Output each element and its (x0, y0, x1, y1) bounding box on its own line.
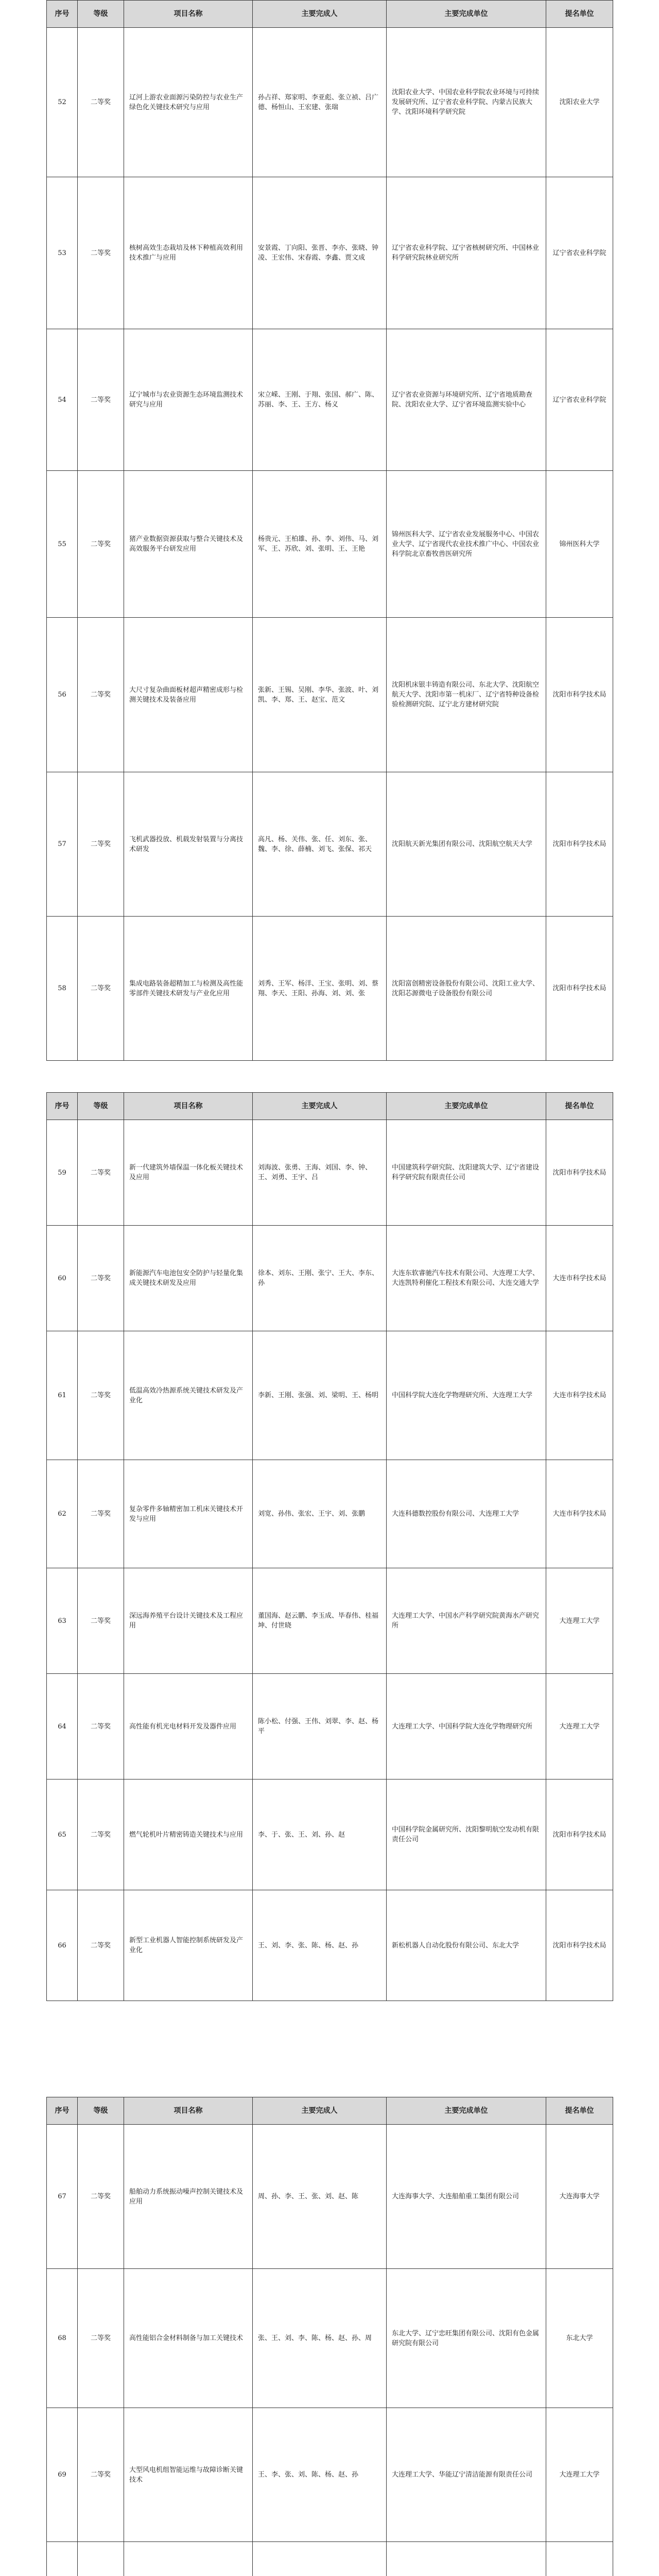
cell-project: 大尺寸复杂曲面板材超声精密成形与检测关键技术及装备应用 (124, 618, 253, 772)
cell-people: 王、李、张、刘、陈、杨、赵、孙 (253, 2408, 387, 2542)
table-row (47, 618, 613, 772)
column-header-project: 项目名称 (124, 1093, 253, 1120)
cell-project: 集成电路装备超精加工与检测及高性能零部件关键技术研发与产业化应用 (124, 917, 253, 1061)
cell-units: 东北大学、辽宁忠旺集团有限公司、沈阳有色金属研究院有限公司 (387, 2269, 546, 2408)
cell-no: 60 (47, 1226, 78, 1331)
table-row (47, 1331, 613, 1460)
table-row (47, 177, 613, 329)
column-header-grade: 等级 (78, 1093, 124, 1120)
cell-project: 辽河上游农业面源污染防控与农业生产绿色化关键技术研究与应用 (124, 28, 253, 177)
cell-people: 周、孙、李、王、张、刘、赵、陈 (253, 2125, 387, 2269)
table-row (47, 329, 613, 471)
column-header-no: 序号 (47, 1093, 78, 1120)
cell-nominator: 沈阳农业大学 (546, 28, 613, 177)
cell-no: 53 (47, 177, 78, 329)
cell-project: 辽宁城市与农业资源生态环境监测技术研究与应用 (124, 329, 253, 471)
cell-project: 燃气轮机叶片精密铸造关键技术与应用 (124, 1780, 253, 1890)
table-row (47, 1568, 613, 1674)
table-row (47, 1674, 613, 1780)
table-row (47, 2269, 613, 2408)
cell-people: 刘宽、孙伟、张宏、王宇、刘、张鹏 (253, 1460, 387, 1568)
cell-no: 64 (47, 1674, 78, 1780)
cell-no: 54 (47, 329, 78, 471)
cell-nominator: 辽宁省农业科学院 (546, 329, 613, 471)
cell-nominator: 沈阳市科学技术局 (546, 618, 613, 772)
award-table-page-1 (46, 0, 613, 1061)
cell-grade: 二等奖 (78, 772, 124, 917)
cell-units: 沈阳机床银丰铸造有限公司、东北大学、沈阳航空航天大学、沈阳市第一机床厂、辽宁省特种设备检验检测研究院、辽宁北方建材研究院 (387, 618, 546, 772)
cell-grade: 二等奖 (78, 471, 124, 618)
cell-units (387, 2542, 546, 2576)
cell-nominator: 锦州医科大学 (546, 471, 613, 618)
award-table (46, 2097, 613, 2576)
table-row (47, 1120, 613, 1226)
cell-project: 船舶动力系统振动噪声控制关键技术及应用 (124, 2125, 253, 2269)
cell-units: 中国科学院金属研究所、沈阳黎明航空发动机有限责任公司 (387, 1780, 546, 1890)
cell-units: 沈阳富创精密设备股份有限公司、沈阳工业大学、沈阳芯源微电子设备股份有限公司 (387, 917, 546, 1061)
cell-units: 新松机器人自动化股份有限公司、东北大学 (387, 1890, 546, 2001)
cell-nominator: 大连市科学技术局 (546, 1226, 613, 1331)
cell-project: 新型工业机器人智能控制系统研发及产业化 (124, 1890, 253, 2001)
cell-units: 大连理工大学、华能辽宁清洁能源有限责任公司 (387, 2408, 546, 2542)
cell-people: 王、刘、李、张、陈、杨、赵、孙 (253, 1890, 387, 2001)
cell-units: 锦州医科大学、辽宁省农业发展服务中心、中国农业大学、辽宁省现代农业技术推广中心、中国农业科学院北京畜牧兽医研究所 (387, 471, 546, 618)
cell-grade: 二等奖 (78, 2125, 124, 2269)
cell-units: 沈阳农业大学、中国农业科学院农业环境与可持续发展研究所、辽宁省农业科学院、内蒙古民族大学、沈阳环境科学研究院 (387, 28, 546, 177)
cell-no: 65 (47, 1780, 78, 1890)
cell-people: 高凡、杨、关伟、张、任、刘东、张、魏、李、徐、薛楠、刘飞、张保、祁天 (253, 772, 387, 917)
cell-no: 63 (47, 1568, 78, 1674)
cell-grade: 二等奖 (78, 1674, 124, 1780)
cell-nominator: 大连市科学技术局 (546, 1460, 613, 1568)
cell-no: 52 (47, 28, 78, 177)
cell-people: 张新、王锡、吴刚、李华、张波、叶、刘凯、李、郑、王、赵宝、范文 (253, 618, 387, 772)
cell-project: 复杂零件多轴精密加工机床关键技术开发与应用 (124, 1460, 253, 1568)
column-header-nominator: 提名单位 (546, 1093, 613, 1120)
cell-project: 深远海养殖平台设计关键技术及工程应用 (124, 1568, 253, 1674)
cell-grade: 二等奖 (78, 1331, 124, 1460)
column-header-units: 主要完成单位 (387, 1093, 546, 1120)
cell-people: 宋立嵘、王刚、于翔、张国、郝广、陈、苏丽、李、王、王方、杨义 (253, 329, 387, 471)
table-row (47, 471, 613, 618)
cell-project: 大型风电机组智能运维与故障诊断关键技术 (124, 2408, 253, 2542)
cell-project: 高性能有机光电材料开发及器件应用 (124, 1674, 253, 1780)
column-header-grade: 等级 (78, 1, 124, 28)
cell-no: 67 (47, 2125, 78, 2269)
cell-project: 猪产业数据资源获取与整合关键技术及高效服务平台研发应用 (124, 471, 253, 618)
table-row (47, 1226, 613, 1331)
cell-no: 61 (47, 1331, 78, 1460)
cell-units: 大连理工大学、中国科学院大连化学物理研究所 (387, 1674, 546, 1780)
header-row (47, 2097, 613, 2125)
cell-people: 刘海波、张勇、王海、刘国、李、钟、王、刘勇、王宇、吕 (253, 1120, 387, 1226)
cell-people: 李新、王刚、张强、刘、梁明、王、杨明 (253, 1331, 387, 1460)
table-row (47, 2408, 613, 2542)
award-table (46, 1092, 613, 2001)
cell-nominator: 沈阳市科学技术局 (546, 1780, 613, 1890)
cell-no (47, 2542, 78, 2576)
cell-units: 辽宁省农业科学院、辽宁省核树研究所、中国林业科学研究院林业研究所 (387, 177, 546, 329)
cell-people: 李、于、张、王、刘、孙、赵 (253, 1780, 387, 1890)
cell-people: 刘秀、王军、杨洋、王宝、张明、刘、蔡翔、李天、王阳、孙海、刘、刘、张 (253, 917, 387, 1061)
award-table-page-3 (46, 2097, 613, 2576)
cell-grade (78, 2542, 124, 2576)
cell-grade: 二等奖 (78, 1120, 124, 1226)
cell-grade: 二等奖 (78, 1890, 124, 2001)
cell-units: 中国科学院大连化学物理研究所、大连理工大学 (387, 1331, 546, 1460)
table-row (47, 1890, 613, 2001)
cell-units: 大连东软睿驰汽车技术有限公司、大连理工大学、大连凯特利催化工程技术有限公司、大连交通大学 (387, 1226, 546, 1331)
header-row (47, 1, 613, 28)
cell-grade: 二等奖 (78, 1226, 124, 1331)
column-header-nominator: 提名单位 (546, 2097, 613, 2125)
cell-units: 大连理工大学、中国水产科学研究院黄海水产研究所 (387, 1568, 546, 1674)
cell-people: 徐本、刘东、王刚、张宁、王大、李东、孙 (253, 1226, 387, 1331)
column-header-people: 主要完成人 (253, 2097, 387, 2125)
cell-nominator: 大连理工大学 (546, 1568, 613, 1674)
table-row (47, 917, 613, 1061)
cell-people: 张、王、刘、李、陈、杨、赵、孙、周 (253, 2269, 387, 2408)
cell-grade: 二等奖 (78, 2408, 124, 2542)
table-row (47, 1780, 613, 1890)
table-row (47, 1460, 613, 1568)
cell-project: 新一代建筑外墙保温一体化板关键技术及应用 (124, 1120, 253, 1226)
cell-nominator: 大连理工大学 (546, 2408, 613, 2542)
cell-project: 低温高效冷热源系统关键技术研发及产业化 (124, 1331, 253, 1460)
cell-nominator: 大连海事大学 (546, 2125, 613, 2269)
award-table-page-2 (46, 1092, 613, 2001)
cell-nominator: 沈阳市科学技术局 (546, 917, 613, 1061)
cell-no: 56 (47, 618, 78, 772)
cell-no: 58 (47, 917, 78, 1061)
cell-project: 飞机武器投放、机载发射装置与分离技术研发 (124, 772, 253, 917)
award-table (46, 0, 613, 1061)
cell-nominator: 沈阳市科学技术局 (546, 1120, 613, 1226)
column-header-project: 项目名称 (124, 1, 253, 28)
cell-no: 69 (47, 2408, 78, 2542)
cell-nominator: 辽宁省农业科学院 (546, 177, 613, 329)
cell-grade: 二等奖 (78, 2269, 124, 2408)
column-header-people: 主要完成人 (253, 1093, 387, 1120)
cell-people: 杨贵元、王柏雄、孙、李、刘伟、马、刘军、王、苏欣、刘、张明、王、王艳 (253, 471, 387, 618)
cell-grade: 二等奖 (78, 1780, 124, 1890)
cell-project: 核树高效生态栽培及林下种植高效利用技术推广与应用 (124, 177, 253, 329)
cell-no: 68 (47, 2269, 78, 2408)
column-header-nominator: 提名单位 (546, 1, 613, 28)
cell-no: 55 (47, 471, 78, 618)
cell-nominator: 沈阳市科学技术局 (546, 772, 613, 917)
cell-grade: 二等奖 (78, 329, 124, 471)
column-header-no: 序号 (47, 1, 78, 28)
cell-grade: 二等奖 (78, 1460, 124, 1568)
cell-no: 66 (47, 1890, 78, 2001)
cell-no: 62 (47, 1460, 78, 1568)
column-header-people: 主要完成人 (253, 1, 387, 28)
cell-people: 董国海、赵云鹏、李玉成、毕春伟、桂福坤、付世晓 (253, 1568, 387, 1674)
cell-grade: 二等奖 (78, 1568, 124, 1674)
cell-project: 高性能铝合金材料制备与加工关键技术 (124, 2269, 253, 2408)
cell-units: 大连科德数控股份有限公司、大连理工大学 (387, 1460, 546, 1568)
cell-project: 新能源汽车电池包安全防护与轻量化集成关键技术研发及应用 (124, 1226, 253, 1331)
cell-people: 孙占祥、郑家明、李亚彪、张立祯、吕广德、杨恒山、王宏建、张瑞 (253, 28, 387, 177)
table-row (47, 772, 613, 917)
cell-project (124, 2542, 253, 2576)
column-header-project: 项目名称 (124, 2097, 253, 2125)
table-row (47, 28, 613, 177)
cell-grade: 二等奖 (78, 917, 124, 1061)
cell-nominator: 大连理工大学 (546, 1674, 613, 1780)
cell-grade: 二等奖 (78, 618, 124, 772)
column-header-no: 序号 (47, 2097, 78, 2125)
table-row (47, 2125, 613, 2269)
cell-no: 57 (47, 772, 78, 917)
cell-nominator: 东北大学 (546, 2269, 613, 2408)
cell-nominator: 大连市科学技术局 (546, 1331, 613, 1460)
cell-nominator: 沈阳市科学技术局 (546, 1890, 613, 2001)
column-header-grade: 等级 (78, 2097, 124, 2125)
column-header-units: 主要完成单位 (387, 1, 546, 28)
column-header-units: 主要完成单位 (387, 2097, 546, 2125)
cell-grade: 二等奖 (78, 177, 124, 329)
header-row (47, 1093, 613, 1120)
cell-people: 陈小松、付强、王伟、刘翠、李、赵、杨平 (253, 1674, 387, 1780)
cell-units: 辽宁省农业资源与环境研究所、辽宁省地质勘查院、沈阳农业大学、辽宁省环境监测实验中心 (387, 329, 546, 471)
cell-units: 中国建筑科学研究院、沈阳建筑大学、辽宁省建设科学研究院有限责任公司 (387, 1120, 546, 1226)
cell-units: 沈阳航天新光集团有限公司、沈阳航空航天大学 (387, 772, 546, 917)
cell-grade: 二等奖 (78, 28, 124, 177)
cell-nominator (546, 2542, 613, 2576)
cell-people (253, 2542, 387, 2576)
cell-no: 59 (47, 1120, 78, 1226)
table-row (47, 2542, 613, 2576)
cell-units: 大连海事大学、大连船舶重工集团有限公司 (387, 2125, 546, 2269)
cell-people: 安景霞、丁向阳、张晋、李亦、张晓、钟凌、王宏伟、宋春霞、李鑫、贾文成 (253, 177, 387, 329)
